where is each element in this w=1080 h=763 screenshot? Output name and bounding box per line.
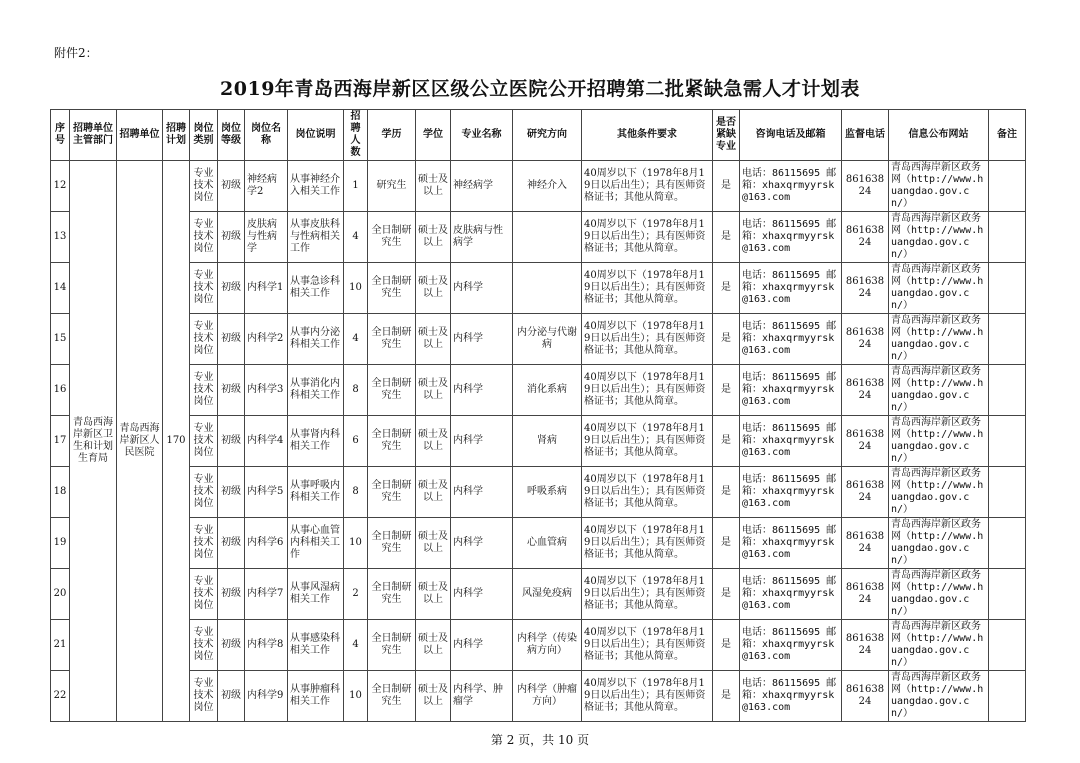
contact-info: 电话：86115695 邮箱：xhaxqrmyyrsk@163.com (740, 671, 842, 722)
major-name: 内科学 (451, 620, 513, 671)
hiring-department: 青岛西海岸新区卫生和计划生育局 (70, 161, 117, 722)
other-requirements: 40周岁以下（1978年8月19日以后出生）；具有医师资格证书；其他从简章。 (582, 467, 713, 518)
post-description: 从事肿瘤科相关工作 (288, 671, 344, 722)
research-direction: 风湿免疫病 (513, 569, 582, 620)
education: 全日制研究生 (368, 467, 416, 518)
page-indicator: 第 2 页，共 10 页 (490, 733, 590, 747)
education: 全日制研究生 (368, 263, 416, 314)
attachment-label: 附件2： (54, 46, 98, 60)
education: 全日制研究生 (368, 569, 416, 620)
education: 全日制研究生 (368, 671, 416, 722)
post-category: 专业技术岗位 (190, 416, 218, 467)
info-website: 青岛西海岸新区政务网（http://www.huangdao.gov.cn/） (889, 365, 989, 416)
remark (989, 314, 1026, 365)
row-number: 18 (51, 467, 70, 518)
degree: 硕士及以上 (416, 467, 451, 518)
table-row (51, 161, 1026, 212)
hire-count: 2 (344, 569, 368, 620)
hire-count: 8 (344, 365, 368, 416)
post-description: 从事内分泌科相关工作 (288, 314, 344, 365)
remark (989, 569, 1026, 620)
major-name: 内科学 (451, 314, 513, 365)
supervision-phone: 86163824 (842, 569, 889, 620)
column-header: 岗位说明 (288, 110, 344, 161)
post-category: 专业技术岗位 (190, 314, 218, 365)
remark (989, 365, 1026, 416)
other-requirements: 40周岁以下（1978年8月19日以后出生）；具有医师资格证书；其他从简章。 (582, 161, 713, 212)
supervision-phone: 86163824 (842, 161, 889, 212)
education: 研究生 (368, 161, 416, 212)
info-website: 青岛西海岸新区政务网（http://www.huangdao.gov.cn/） (889, 416, 989, 467)
remark (989, 161, 1026, 212)
row-number: 19 (51, 518, 70, 569)
post-level: 初级 (218, 518, 245, 569)
degree: 硕士及以上 (416, 263, 451, 314)
post-description: 从事消化内科相关工作 (288, 365, 344, 416)
contact-info: 电话：86115695 邮箱：xhaxqrmyyrsk@163.com (740, 620, 842, 671)
table-row (51, 671, 1026, 722)
post-description: 从事心血管内科相关工作 (288, 518, 344, 569)
post-name: 内科学6 (245, 518, 288, 569)
column-header: 招聘人数 (344, 110, 368, 161)
supervision-phone: 86163824 (842, 671, 889, 722)
table-header-row (51, 110, 1026, 161)
major-name: 内科学 (451, 518, 513, 569)
table-row (51, 620, 1026, 671)
post-name: 内科学1 (245, 263, 288, 314)
post-description: 从事呼吸内科相关工作 (288, 467, 344, 518)
post-level: 初级 (218, 620, 245, 671)
education: 全日制研究生 (368, 314, 416, 365)
major-name: 内科学 (451, 467, 513, 518)
column-header: 咨询电话及邮箱 (740, 110, 842, 161)
column-header: 信息公布网站 (889, 110, 989, 161)
hire-count: 4 (344, 314, 368, 365)
column-header: 招聘单位 (117, 110, 163, 161)
scarce-flag: 是 (713, 671, 740, 722)
table-row (51, 365, 1026, 416)
research-direction: 心血管病 (513, 518, 582, 569)
hire-count: 4 (344, 212, 368, 263)
column-header: 岗位名称 (245, 110, 288, 161)
research-direction: 内分泌与代谢病 (513, 314, 582, 365)
scarce-flag: 是 (713, 212, 740, 263)
post-level: 初级 (218, 467, 245, 518)
post-level: 初级 (218, 263, 245, 314)
row-number: 12 (51, 161, 70, 212)
degree: 硕士及以上 (416, 671, 451, 722)
scarce-flag: 是 (713, 467, 740, 518)
degree: 硕士及以上 (416, 161, 451, 212)
scarce-flag: 是 (713, 518, 740, 569)
hire-count: 10 (344, 518, 368, 569)
scarce-flag: 是 (713, 620, 740, 671)
row-number: 16 (51, 365, 70, 416)
contact-info: 电话：86115695 邮箱：xhaxqrmyyrsk@163.com (740, 263, 842, 314)
post-name: 内科学7 (245, 569, 288, 620)
column-header: 学位 (416, 110, 451, 161)
hire-count: 4 (344, 620, 368, 671)
column-header: 招聘单位主管部门 (70, 110, 117, 161)
remark (989, 671, 1026, 722)
column-header: 岗位等级 (218, 110, 245, 161)
education: 全日制研究生 (368, 365, 416, 416)
supervision-phone: 86163824 (842, 365, 889, 416)
supervision-phone: 86163824 (842, 314, 889, 365)
row-number: 15 (51, 314, 70, 365)
degree: 硕士及以上 (416, 365, 451, 416)
scarce-flag: 是 (713, 161, 740, 212)
table-row (51, 518, 1026, 569)
contact-info: 电话：86115695 邮箱：xhaxqrmyyrsk@163.com (740, 212, 842, 263)
column-header: 招聘计划 (163, 110, 190, 161)
other-requirements: 40周岁以下（1978年8月19日以后出生）；具有医师资格证书；其他从简章。 (582, 263, 713, 314)
post-category: 专业技术岗位 (190, 212, 218, 263)
research-direction (513, 212, 582, 263)
contact-info: 电话：86115695 邮箱：xhaxqrmyyrsk@163.com (740, 416, 842, 467)
degree: 硕士及以上 (416, 416, 451, 467)
post-category: 专业技术岗位 (190, 620, 218, 671)
post-level: 初级 (218, 365, 245, 416)
major-name: 内科学 (451, 416, 513, 467)
education: 全日制研究生 (368, 212, 416, 263)
supervision-phone: 86163824 (842, 518, 889, 569)
row-number: 14 (51, 263, 70, 314)
degree: 硕士及以上 (416, 569, 451, 620)
post-category: 专业技术岗位 (190, 263, 218, 314)
post-category: 专业技术岗位 (190, 365, 218, 416)
scarce-flag: 是 (713, 569, 740, 620)
other-requirements: 40周岁以下（1978年8月19日以后出生）；具有医师资格证书；其他从简章。 (582, 365, 713, 416)
hiring-plan: 170 (163, 161, 190, 722)
column-header: 是否紧缺专业 (713, 110, 740, 161)
column-header: 其他条件要求 (582, 110, 713, 161)
major-name: 神经病学 (451, 161, 513, 212)
contact-info: 电话：86115695 邮箱：xhaxqrmyyrsk@163.com (740, 161, 842, 212)
major-name: 内科学 (451, 263, 513, 314)
scarce-flag: 是 (713, 365, 740, 416)
research-direction: 呼吸系病 (513, 467, 582, 518)
post-level: 初级 (218, 671, 245, 722)
post-name: 内科学9 (245, 671, 288, 722)
degree: 硕士及以上 (416, 314, 451, 365)
scarce-flag: 是 (713, 314, 740, 365)
hiring-unit: 青岛西海岸新区人民医院 (117, 161, 163, 722)
supervision-phone: 86163824 (842, 212, 889, 263)
contact-info: 电话：86115695 邮箱：xhaxqrmyyrsk@163.com (740, 518, 842, 569)
hire-count: 1 (344, 161, 368, 212)
row-number: 20 (51, 569, 70, 620)
remark (989, 467, 1026, 518)
info-website: 青岛西海岸新区政务网（http://www.huangdao.gov.cn/） (889, 518, 989, 569)
major-name: 内科学、肿瘤学 (451, 671, 513, 722)
post-name: 内科学8 (245, 620, 288, 671)
table-row (51, 569, 1026, 620)
supervision-phone: 86163824 (842, 620, 889, 671)
recruitment-plan-table (50, 109, 1026, 722)
degree: 硕士及以上 (416, 212, 451, 263)
column-header: 序号 (51, 110, 70, 161)
row-number: 22 (51, 671, 70, 722)
hire-count: 10 (344, 671, 368, 722)
post-name: 内科学5 (245, 467, 288, 518)
info-website: 青岛西海岸新区政务网（http://www.huangdao.gov.cn/） (889, 671, 989, 722)
other-requirements: 40周岁以下（1978年8月19日以后出生）；具有医师资格证书；其他从简章。 (582, 518, 713, 569)
table-row (51, 416, 1026, 467)
info-website: 青岛西海岸新区政务网（http://www.huangdao.gov.cn/） (889, 620, 989, 671)
page-title: 2019年青岛西海岸新区区级公立医院公开招聘第二批紧缺急需人才计划表 (220, 78, 860, 100)
education: 全日制研究生 (368, 518, 416, 569)
research-direction: 消化系病 (513, 365, 582, 416)
info-website: 青岛西海岸新区政务网（http://www.huangdao.gov.cn/） (889, 467, 989, 518)
post-description: 从事感染科相关工作 (288, 620, 344, 671)
other-requirements: 40周岁以下（1978年8月19日以后出生）；具有医师资格证书；其他从简章。 (582, 212, 713, 263)
research-direction: 神经介入 (513, 161, 582, 212)
column-header: 研究方向 (513, 110, 582, 161)
education: 全日制研究生 (368, 416, 416, 467)
remark (989, 518, 1026, 569)
research-direction: 内科学（肿瘤方向） (513, 671, 582, 722)
post-name: 神经病学2 (245, 161, 288, 212)
post-category: 专业技术岗位 (190, 161, 218, 212)
post-level: 初级 (218, 314, 245, 365)
research-direction: 肾病 (513, 416, 582, 467)
post-description: 从事风湿病相关工作 (288, 569, 344, 620)
remark (989, 212, 1026, 263)
table-row (51, 263, 1026, 314)
column-header: 备注 (989, 110, 1026, 161)
post-description: 从事皮肤科与性病相关工作 (288, 212, 344, 263)
contact-info: 电话：86115695 邮箱：xhaxqrmyyrsk@163.com (740, 569, 842, 620)
column-header: 学历 (368, 110, 416, 161)
education: 全日制研究生 (368, 620, 416, 671)
post-level: 初级 (218, 569, 245, 620)
supervision-phone: 86163824 (842, 467, 889, 518)
research-direction (513, 263, 582, 314)
scarce-flag: 是 (713, 416, 740, 467)
contact-info: 电话：86115695 邮箱：xhaxqrmyyrsk@163.com (740, 365, 842, 416)
info-website: 青岛西海岸新区政务网（http://www.huangdao.gov.cn/） (889, 263, 989, 314)
post-name: 内科学3 (245, 365, 288, 416)
hire-count: 6 (344, 416, 368, 467)
post-description: 从事肾内科相关工作 (288, 416, 344, 467)
contact-info: 电话：86115695 邮箱：xhaxqrmyyrsk@163.com (740, 467, 842, 518)
other-requirements: 40周岁以下（1978年8月19日以后出生）；具有医师资格证书；其他从简章。 (582, 416, 713, 467)
post-name: 内科学2 (245, 314, 288, 365)
remark (989, 416, 1026, 467)
supervision-phone: 86163824 (842, 416, 889, 467)
table-body (51, 161, 1026, 722)
post-category: 专业技术岗位 (190, 467, 218, 518)
post-description: 从事神经介入相关工作 (288, 161, 344, 212)
table-row (51, 212, 1026, 263)
post-level: 初级 (218, 161, 245, 212)
post-description: 从事急诊科相关工作 (288, 263, 344, 314)
post-category: 专业技术岗位 (190, 569, 218, 620)
post-level: 初级 (218, 212, 245, 263)
scarce-flag: 是 (713, 263, 740, 314)
row-number: 13 (51, 212, 70, 263)
column-header: 专业名称 (451, 110, 513, 161)
other-requirements: 40周岁以下（1978年8月19日以后出生）；具有医师资格证书；其他从简章。 (582, 671, 713, 722)
hire-count: 10 (344, 263, 368, 314)
info-website: 青岛西海岸新区政务网（http://www.huangdao.gov.cn/） (889, 212, 989, 263)
other-requirements: 40周岁以下（1978年8月19日以后出生）；具有医师资格证书；其他从简章。 (582, 569, 713, 620)
row-number: 21 (51, 620, 70, 671)
column-header: 岗位类别 (190, 110, 218, 161)
post-category: 专业技术岗位 (190, 518, 218, 569)
supervision-phone: 86163824 (842, 263, 889, 314)
info-website: 青岛西海岸新区政务网（http://www.huangdao.gov.cn/） (889, 314, 989, 365)
row-number: 17 (51, 416, 70, 467)
contact-info: 电话：86115695 邮箱：xhaxqrmyyrsk@163.com (740, 314, 842, 365)
post-name: 皮肤病与性病学 (245, 212, 288, 263)
info-website: 青岛西海岸新区政务网（http://www.huangdao.gov.cn/） (889, 161, 989, 212)
post-category: 专业技术岗位 (190, 671, 218, 722)
research-direction: 内科学（传染病方向） (513, 620, 582, 671)
remark (989, 263, 1026, 314)
major-name: 内科学 (451, 365, 513, 416)
post-level: 初级 (218, 416, 245, 467)
table-row (51, 314, 1026, 365)
column-header: 监督电话 (842, 110, 889, 161)
post-name: 内科学4 (245, 416, 288, 467)
major-name: 皮肤病与性病学 (451, 212, 513, 263)
other-requirements: 40周岁以下（1978年8月19日以后出生）；具有医师资格证书；其他从简章。 (582, 620, 713, 671)
hire-count: 8 (344, 467, 368, 518)
info-website: 青岛西海岸新区政务网（http://www.huangdao.gov.cn/） (889, 569, 989, 620)
degree: 硕士及以上 (416, 620, 451, 671)
table-row (51, 467, 1026, 518)
major-name: 内科学 (451, 569, 513, 620)
degree: 硕士及以上 (416, 518, 451, 569)
other-requirements: 40周岁以下（1978年8月19日以后出生）；具有医师资格证书；其他从简章。 (582, 314, 713, 365)
remark (989, 620, 1026, 671)
